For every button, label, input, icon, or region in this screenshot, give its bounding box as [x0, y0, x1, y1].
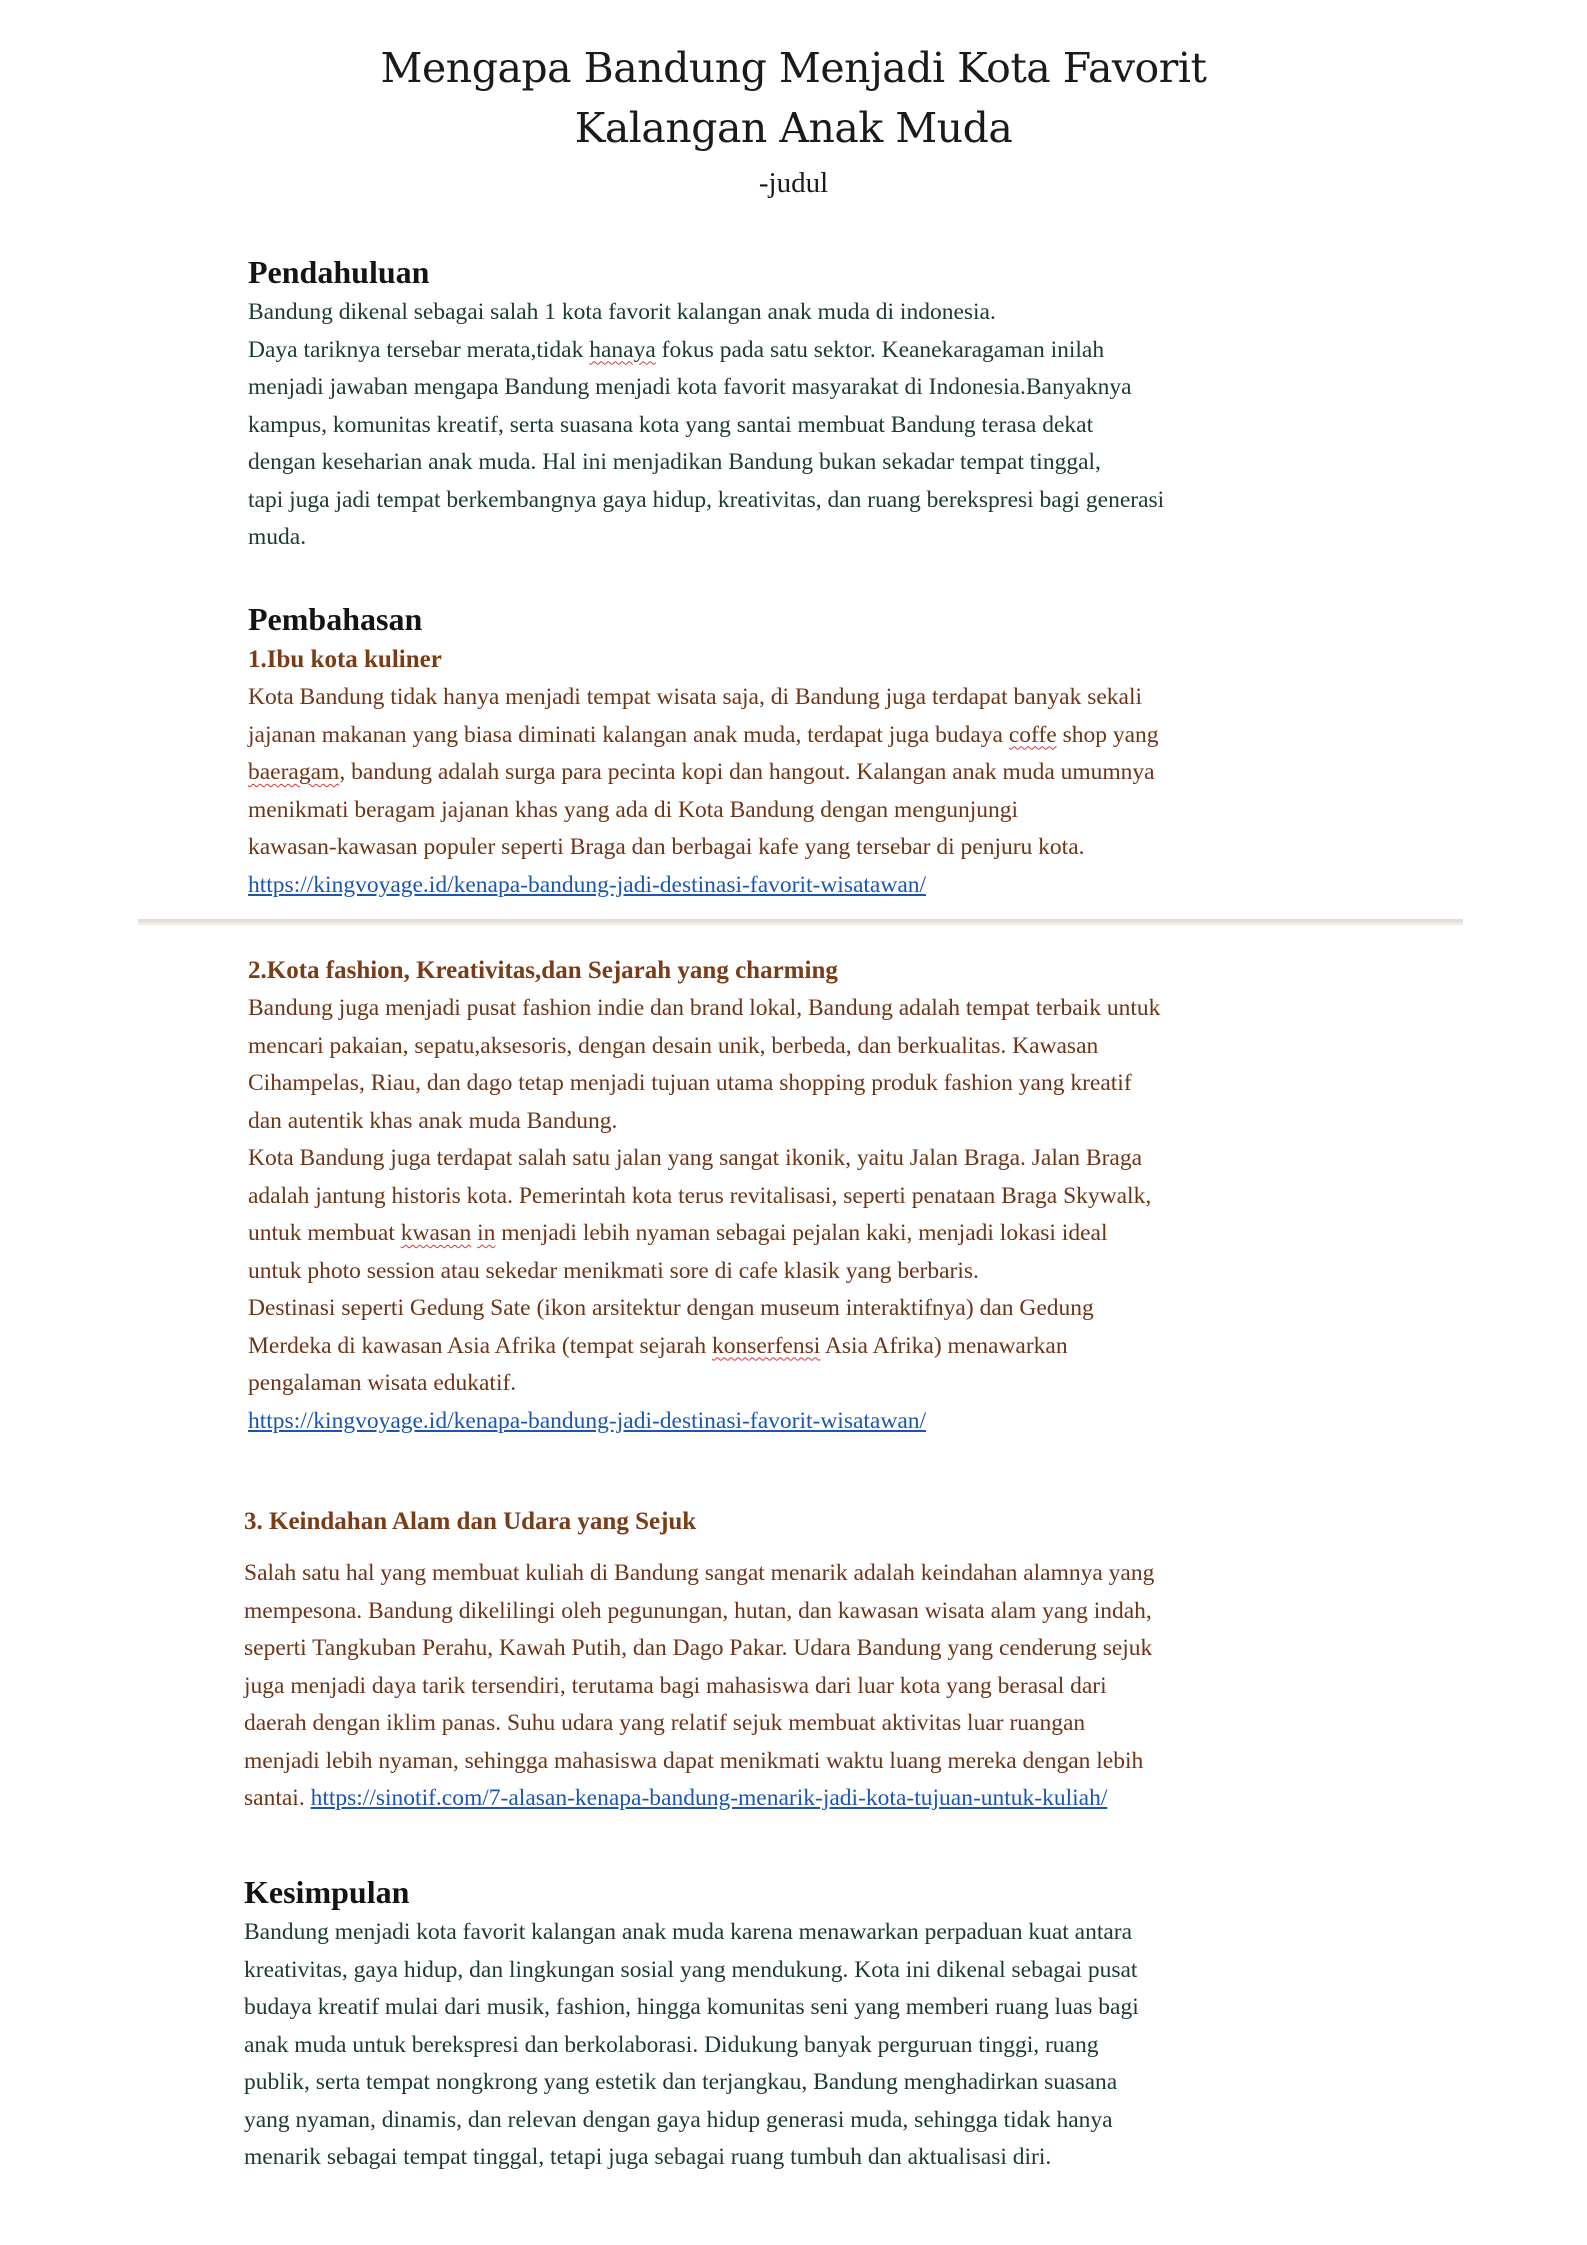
heading-pembahasan: Pembahasan — [248, 601, 423, 637]
text-span: , bandung adalah surga para pecinta kopi dan hangout. Kalangan anak muda umumnya — [339, 759, 1155, 785]
document-subtitle: -judul — [758, 167, 829, 199]
paragraph-line: dengan keseharian anak muda. Hal ini menjadikan Bandung bukan sekadar tempat tinggal, — [248, 449, 1101, 475]
paragraph-line: Cihampelas, Riau, dan dago tetap menjadi tujuan utama shopping produk fashion yang kreatif — [248, 1070, 1132, 1096]
source-link[interactable]: https://kingvoyage.id/kenapa-bandung-jadi-destinasi-favorit-wisatawan/ — [248, 1407, 927, 1434]
misspelled-word[interactable]: kwasan — [400, 1220, 472, 1246]
misspelled-word[interactable]: in — [477, 1220, 496, 1246]
text-span: Merdeka di kawasan Asia Afrika (tempat sejarah — [248, 1332, 712, 1359]
paragraph-line: yang nyaman, dinamis, dan relevan dengan gaya hidup generasi muda, sehingga tidak hanya — [244, 2106, 1113, 2133]
paragraph-line: seperti Tangkuban Perahu, Kawah Putih, dan Dago Pakar. Udara Bandung yang cenderung sejuk — [244, 1635, 1153, 1661]
paragraph-line: juga menjadi daya tarik tersendiri, terutama bagi mahasiswa dari luar kota yang berasal dari — [244, 1672, 1107, 1699]
document-title-line-1: Mengapa Bandung Menjadi Kota Favorit — [380, 44, 1207, 92]
section-item-2 — [248, 952, 1378, 1440]
subheading-item-2: 2.Kota fashion, Kreativitas,dan Sejarah yang charming — [248, 957, 838, 984]
text-span: untuk membuat — [248, 1220, 401, 1246]
paragraph-line: muda. — [248, 524, 307, 550]
paragraph-line: publik, serta tempat nongkrong yang estetik dan terjangkau, Bandung menghadirkan suasana — [244, 2069, 1118, 2095]
text-span: menjadi lebih nyaman sebagai pejalan kaki, menjadi lokasi ideal — [495, 1220, 1108, 1246]
misspelled-word[interactable]: hanaya — [589, 336, 656, 363]
paragraph-line: Kota Bandung juga terdapat salah satu jalan yang sangat ikonik, yaitu Jalan Braga. Jalan Braga — [248, 1145, 1143, 1171]
paragraph-line: Kota Bandung tidak hanya menjadi tempat wisata saja, di Bandung juga terdapat banyak sekali — [248, 684, 1143, 710]
paragraph-line: kreativitas, gaya hidup, dan lingkungan sosial yang mendukung. Kota ini dikenal sebagai pusat — [244, 1956, 1138, 1983]
paragraph-line: Destinasi seperti Gedung Sate (ikon arsitektur dengan museum interaktifnya) dan Gedung — [248, 1295, 1094, 1321]
text-span: fokus pada satu sektor. Keanekaragaman inilah — [655, 336, 1105, 363]
text-span: jajanan makanan yang biasa diminati kalangan anak muda, terdapat juga budaya — [248, 721, 1009, 748]
section-pendahuluan — [248, 250, 1378, 557]
paragraph-line: daerah dengan iklim panas. Suhu udara yang relatif sejuk membuat aktivitas luar ruangan — [244, 1710, 1086, 1736]
document-title-line-2: Kalangan Anak Muda — [574, 104, 1013, 152]
paragraph-line: mencari pakaian, sepatu,aksesoris, dengan desain unik, berbeda, dan berkualitas. Kawasan — [248, 1032, 1099, 1059]
section-item-3 — [244, 1503, 1374, 1818]
subheading-item-1: 1.Ibu kota kuliner — [248, 646, 442, 673]
paragraph-line — [244, 1780, 1374, 1818]
text-span: shop yang — [1056, 721, 1159, 748]
paragraph-line: adalah jantung historis kota. Pemerintah kota terus revitalisasi, seperti penataan Braga Skywalk, — [248, 1182, 1152, 1209]
paragraph-line: tapi juga jadi tempat berkembangnya gaya hidup, kreativitas, dan ruang berekspresi bagi generasi — [248, 486, 1165, 513]
heading-kesimpulan: Kesimpulan — [244, 1874, 410, 1910]
paragraph-line: kawasan-kawasan populer seperti Braga dan berbagai kafe yang tersebar di penjuru kota. — [248, 834, 1085, 860]
source-link[interactable]: https://sinotif.com/7-alasan-kenapa-bandung-menarik-jadi-kota-tujuan-untuk-kuliah/ — [310, 1785, 1108, 1811]
paragraph-line — [248, 754, 1378, 792]
paragraph-line: untuk photo session atau sekedar menikmati sore di cafe klasik yang berbaris. — [248, 1257, 979, 1284]
paragraph-line: mempesona. Bandung dikelilingi oleh pegunungan, hutan, dan kawasan wisata alam yang indah, — [244, 1597, 1152, 1624]
text-span: santai. — [244, 1785, 311, 1811]
source-link[interactable]: https://kingvoyage.id/kenapa-bandung-jadi-destinasi-favorit-wisatawan/ — [248, 871, 927, 898]
misspelled-word[interactable]: baeragam — [248, 759, 340, 785]
paragraph-line: menikmati beragam jajanan khas yang ada di Kota Bandung dengan mengunjungi — [248, 796, 1019, 823]
paragraph-line: menjadi jawaban mengapa Bandung menjadi kota favorit masyarakat di Indonesia.Banyaknya — [248, 374, 1132, 400]
section-pembahasan — [248, 597, 1378, 904]
paragraph-line: Bandung menjadi kota favorit kalangan anak muda karena menawarkan perpaduan kuat antara — [244, 1919, 1133, 1945]
misspelled-word[interactable]: konserfensi — [711, 1332, 821, 1359]
text-span: Daya tariknya tersebar merata,tidak — [248, 336, 590, 363]
paragraph-line: menjadi lebih nyaman, sehingga mahasiswa dapat menikmati waktu luang mereka dengan lebih — [244, 1747, 1144, 1774]
paragraph-line: Bandung dikenal sebagai salah 1 kota favorit kalangan anak muda di indonesia. — [248, 299, 996, 325]
paragraph-line: budaya kreatif mulai dari musik, fashion, hingga komunitas seni yang memberi ruang luas bagi — [244, 1994, 1139, 2020]
page-divider-shadow — [138, 922, 1463, 925]
subheading-item-3: 3. Keindahan Alam dan Udara yang Sejuk — [244, 1508, 697, 1535]
paragraph-line — [248, 1215, 1378, 1253]
paragraph-line: pengalaman wisata edukatif. — [248, 1370, 517, 1396]
paragraph-line — [248, 332, 1378, 370]
text-span: Asia Afrika) menawarkan — [820, 1332, 1068, 1359]
paragraph-line — [248, 717, 1378, 755]
heading-pendahuluan: Pendahuluan — [248, 254, 430, 290]
paragraph-line: Salah satu hal yang membuat kuliah di Bandung sangat menarik adalah keindahan alamnya yang — [244, 1560, 1155, 1586]
paragraph-line: dan autentik khas anak muda Bandung. — [248, 1107, 618, 1134]
paragraph-line: anak muda untuk berekspresi dan berkolaborasi. Didukung banyak perguruan tinggi, ruang — [244, 2031, 1099, 2058]
paragraph-line: menarik sebagai tempat tinggal, tetapi juga sebagai ruang tumbuh dan aktualisasi diri. — [244, 2144, 1052, 2170]
paragraph-line — [248, 1328, 1378, 1366]
paragraph-line: Bandung juga menjadi pusat fashion indie dan brand lokal, Bandung adalah tempat terbaik untuk — [248, 995, 1161, 1021]
section-kesimpulan — [244, 1870, 1374, 2177]
misspelled-word[interactable]: coffe — [1008, 721, 1057, 748]
paragraph-line: kampus, komunitas kreatif, serta suasana kota yang santai membuat Bandung terasa dekat — [248, 411, 1094, 438]
